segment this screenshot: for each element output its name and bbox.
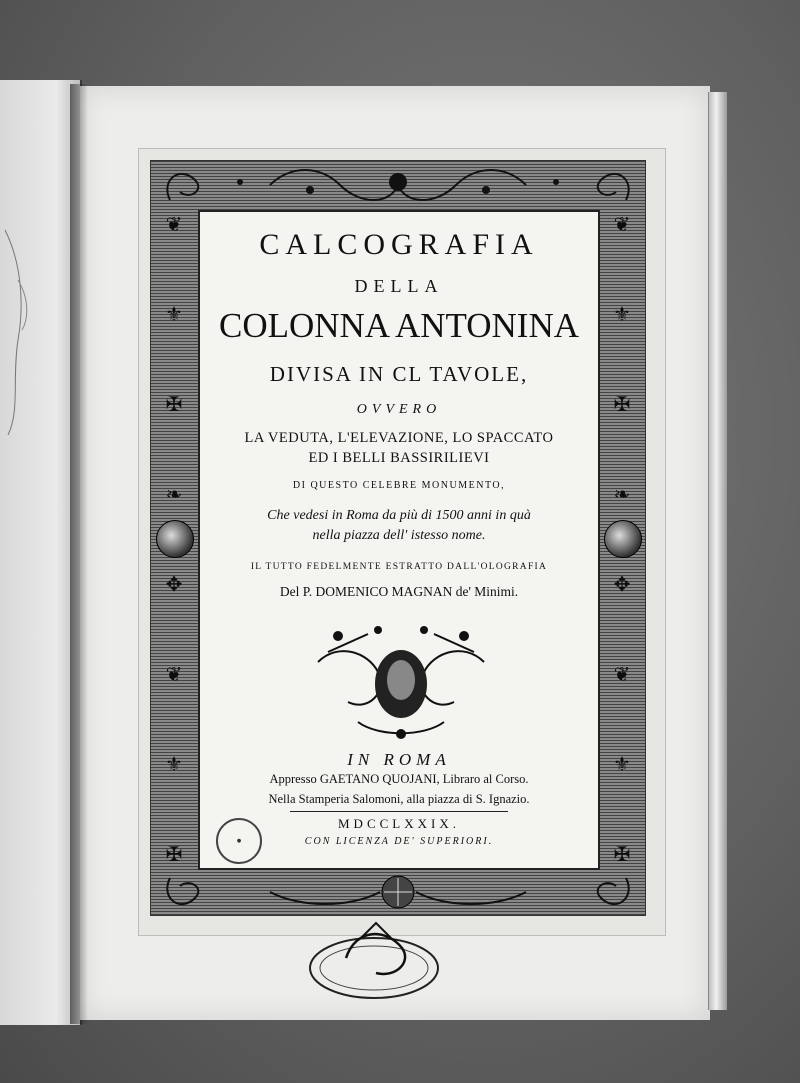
author-line: Del P. DOMENICO MAGNAN de' Minimi. [279,584,519,599]
title-line-7: ED I BELLI BASSIRILIEVI [308,450,490,466]
scroll-icon: ❦ [165,214,183,236]
imprint-city: IN ROMA [347,750,451,769]
spine-shadow [70,84,88,1024]
scroll-icon: ❦ [613,214,631,236]
scroll-icon: ❦ [613,664,631,686]
title-line-9: Che vedesi in Roma da più di 1500 anni in quà [267,508,531,523]
title-line-11: IL TUTTO FEDELMENTE ESTRATTO DALL'OLOGRAFIA [250,562,548,572]
title-line-10: nella piazza dell' istesso nome. [312,528,486,543]
scroll-icon: ⚜ [165,754,183,776]
imprint-publisher: Appresso GAETANO QUOJANI, Libraro al Corso. [269,772,529,786]
collection-stamp-icon [306,918,442,1002]
scroll-icon: ⚜ [613,304,631,326]
top-ornament [150,160,646,210]
imprint-printer: Nella Stamperia Salomoni, alla piazza di S. Ignazio. [268,792,530,806]
scroll-icon: ❦ [165,664,183,686]
trophy-icon: ✥ [165,574,183,596]
library-stamp-icon: ● [216,818,262,864]
page-edges [708,92,727,1010]
trophy-icon: ✠ [613,844,631,866]
title-line-8: DI QUESTO CELEBRE MONUMENTO, [292,480,506,491]
title-line-4: DIVISA IN CL TAVOLE, [269,362,529,386]
title-line-5: OVVERO [356,402,442,417]
title-line-6: LA VEDUTA, L'ELEVAZIONE, LO SPACCATO [244,430,554,446]
scroll-icon: ⚜ [613,754,631,776]
publication-year: MDCCLXXIX. [338,816,460,831]
title-line-2: DELLA [354,276,444,296]
scroll-icon: ⚜ [165,304,183,326]
title-line-1: CALCOGRAFIA [259,228,539,261]
trophy-icon: ✠ [613,394,631,416]
trophy-icon: ✥ [613,574,631,596]
bottom-ornament [150,868,646,916]
pencil-sketch-mark [0,220,40,440]
scroll-icon: ❧ [613,484,631,506]
central-vignette [308,622,494,744]
title-line-3: COLONNA ANTONINA [218,306,580,345]
right-globe-icon [604,520,642,558]
license-line: CON LICENZA DE' SUPERIORI. [304,836,494,847]
trophy-icon: ✠ [165,394,183,416]
left-globe-icon [156,520,194,558]
trophy-icon: ✠ [165,844,183,866]
divider-rule [290,811,508,812]
scroll-icon: ❧ [165,484,183,506]
